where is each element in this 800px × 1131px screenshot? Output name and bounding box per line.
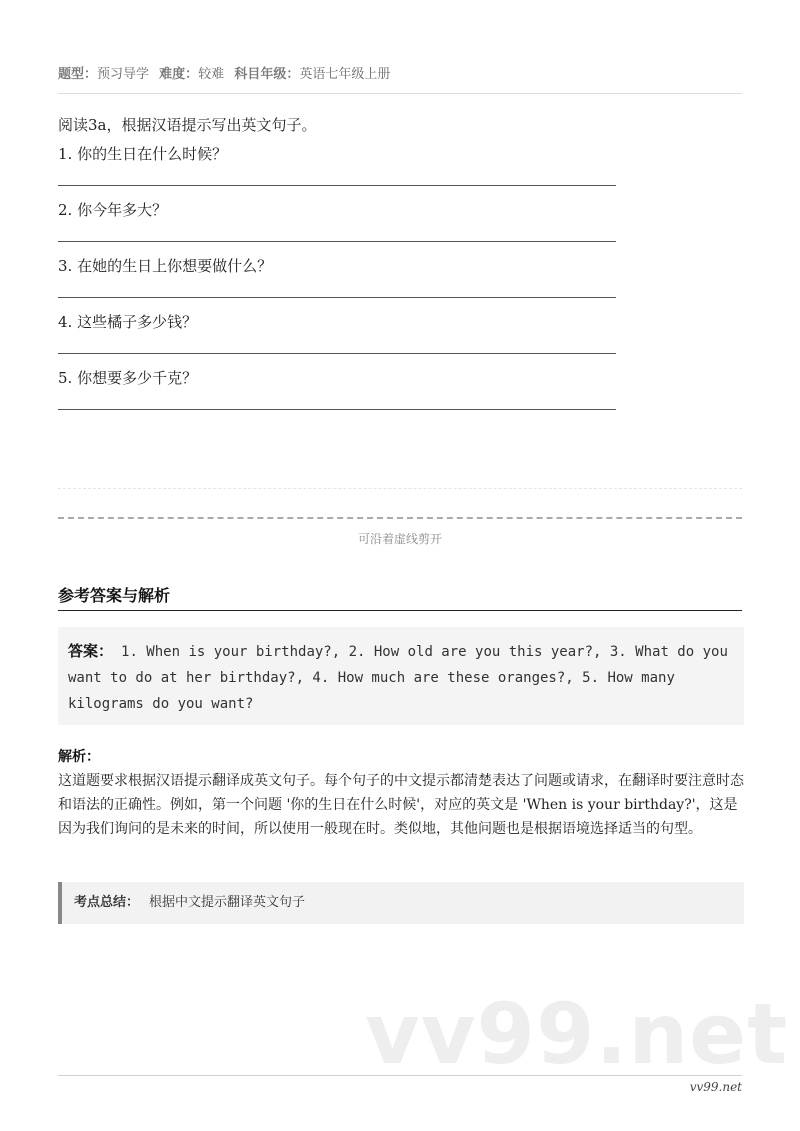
question-item-5: 5. 你想要多少千克？ — [58, 369, 198, 387]
question-intro: 阅读3a，根据汉语提示写出英文句子。 — [58, 116, 317, 134]
analysis-text: 这道题要求根据汉语提示翻译成英文句子。每个句子的中文提示都清楚表达了问题或请求，在翻译时要注意时态和语法的正确性。例如，第一个问题 '你的生日在什么时候'，对应的英文是 'When is your birthday?'，这是因为我们询问的是未来的时间，所以使用一般现在时。类似地，其他问题也是根据语境选择适当的句型。 — [58, 773, 744, 837]
answer-line-3[interactable] — [58, 297, 616, 298]
reference-title: 参考答案与解析 — [58, 586, 171, 605]
subject-value: 英语七年级上册 — [299, 67, 391, 82]
answer-line-5[interactable] — [58, 409, 616, 410]
question-item-1: 1. 你的生日在什么时候？ — [58, 145, 228, 163]
summary-box — [58, 882, 744, 924]
summary-text: 根据中文提示翻译英文句子 — [149, 895, 306, 910]
type-label: 题型： — [58, 67, 98, 82]
answer-line-2[interactable] — [58, 241, 616, 242]
faint-dashed-line — [58, 488, 742, 489]
cut-dashed-line — [58, 517, 742, 519]
footer-site[interactable]: vv99.net — [689, 1080, 742, 1094]
question-item-2: 2. 你今年多大？ — [58, 201, 168, 219]
reference-divider — [58, 610, 742, 611]
top-divider — [58, 93, 742, 94]
answer-box — [58, 627, 744, 725]
difficulty-value: 较难 — [198, 67, 225, 82]
answer-label: 答案： — [68, 642, 114, 660]
difficulty-label: 难度： — [159, 67, 199, 82]
answer-line-4[interactable] — [58, 353, 616, 354]
type-value: 预习导学 — [97, 67, 150, 82]
question-item-4: 4. 这些橘子多少钱？ — [58, 313, 198, 331]
answer-text: 1. When is your birthday?, 2. How old are you this year?, 3. What do you want to do at her birthday?, 4. How much are these oranges?, 5. How many kilograms do you want? — [68, 644, 728, 712]
question-item-3: 3. 在她的生日上你想要做什么？ — [58, 257, 273, 275]
watermark: vv99.net — [365, 985, 789, 1083]
summary-label: 考点总结： — [74, 895, 140, 910]
subject-label: 科目年级： — [234, 67, 300, 82]
analysis-label: 解析： — [58, 749, 100, 765]
meta-line — [58, 63, 390, 82]
cut-hint: 可沿着虚线剪开 — [357, 532, 442, 546]
answer-line-1[interactable] — [58, 185, 616, 186]
bottom-divider — [58, 1075, 742, 1076]
